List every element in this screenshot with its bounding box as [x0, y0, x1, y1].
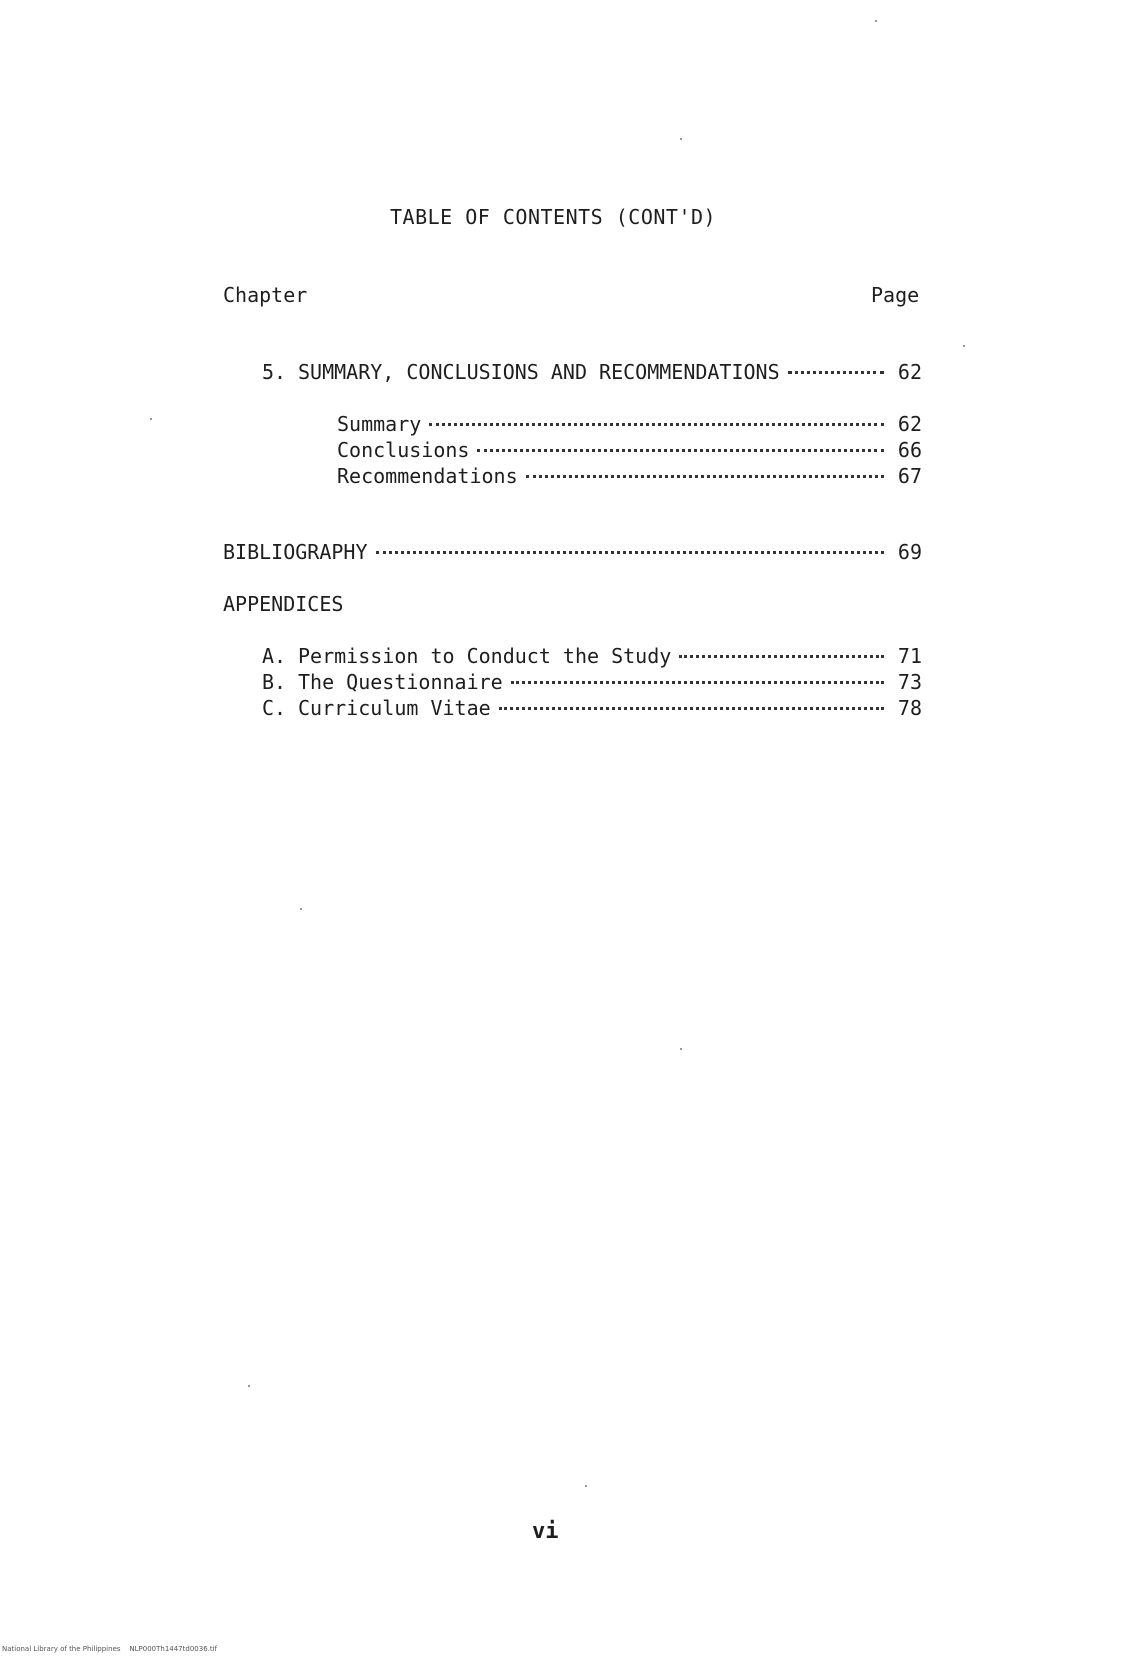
scan-speck — [150, 418, 152, 420]
scan-speck — [300, 908, 302, 910]
toc-entry-appendix-a — [262, 644, 922, 668]
toc-entry-conclusions — [337, 438, 922, 462]
entry-page: 67 — [897, 464, 922, 488]
scan-speck — [680, 138, 682, 140]
entry-label: Summary — [337, 412, 422, 436]
toc-entry-bibliography — [223, 540, 922, 564]
scan-speck — [875, 20, 877, 22]
chapter-column-header: Chapter — [223, 283, 308, 307]
entry-page: 62 — [897, 360, 922, 384]
entry-number: A. — [262, 644, 287, 668]
entry-page: 73 — [897, 670, 922, 694]
dot-leader — [526, 475, 884, 478]
dot-leader — [477, 449, 884, 452]
scan-speck — [963, 345, 965, 347]
toc-entry-appendix-b — [262, 670, 922, 694]
page-title: TABLE OF CONTENTS (CONT'D) — [390, 205, 717, 229]
page-number: vi — [532, 1519, 559, 1544]
entry-label: Curriculum Vitae — [298, 696, 491, 720]
entry-number: B. — [262, 670, 287, 694]
scan-speck — [248, 1385, 250, 1387]
entry-label: SUMMARY, CONCLUSIONS AND RECOMMENDATIONS — [298, 360, 780, 384]
scan-footer-note: National Library of the Philippines NLP000Th1447td0036.tif — [2, 1645, 218, 1653]
toc-entry-chapter-5 — [262, 360, 922, 384]
entry-page: 62 — [897, 412, 922, 436]
entry-label: Conclusions — [337, 438, 470, 462]
dot-leader — [499, 707, 884, 710]
toc-entry-recommendations — [337, 464, 922, 488]
page-column-header: Page — [871, 283, 920, 307]
entry-label: BIBLIOGRAPHY — [223, 540, 368, 564]
entry-label: Permission to Conduct the Study — [298, 644, 672, 668]
entry-page: 66 — [897, 438, 922, 462]
entry-label: Recommendations — [337, 464, 518, 488]
dot-leader — [429, 423, 884, 426]
dot-leader — [788, 371, 884, 374]
toc-entry-appendices: APPENDICES — [223, 592, 344, 616]
entry-label: The Questionnaire — [298, 670, 503, 694]
entry-page: 71 — [897, 644, 922, 668]
toc-entry-appendix-c — [262, 696, 922, 720]
entry-page: 69 — [897, 540, 922, 564]
dot-leader — [511, 681, 884, 684]
entry-number: 5. — [262, 360, 287, 384]
entry-number: C. — [262, 696, 287, 720]
toc-entry-summary — [337, 412, 922, 436]
entry-page: 78 — [897, 696, 922, 720]
dot-leader — [376, 551, 885, 554]
scan-speck — [680, 1048, 682, 1050]
scan-speck — [585, 1485, 587, 1487]
dot-leader — [679, 655, 884, 658]
